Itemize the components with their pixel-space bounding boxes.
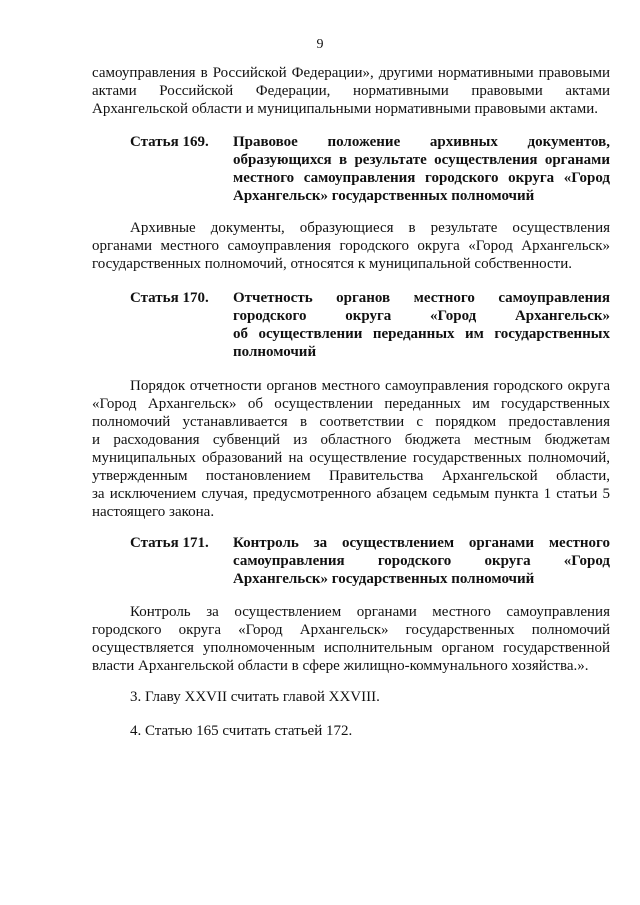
- text-line: самоуправления в Российской Федерации», другими нормативными правовыми: [92, 65, 610, 81]
- article-title: [233, 133, 610, 205]
- text-line: органами местного самоуправления городского округа «Город Архангельск»: [92, 238, 610, 254]
- title-line: самоуправления городского округа «Город: [233, 553, 610, 569]
- page-number: 9: [316, 37, 324, 52]
- text-line: и расходования субвенций из областного бюджета местным бюджетам: [92, 432, 610, 448]
- article-number: Статья 171.: [130, 535, 209, 551]
- article-number: Статья 169.: [130, 134, 209, 150]
- title-line: образующихся в результате осуществления органами: [233, 152, 610, 168]
- text-line: «Город Архангельск» об осуществлении переданных им государственных: [92, 396, 610, 412]
- intro-paragraph: [92, 64, 610, 118]
- text-line: за исключением случая, предусмотренного абзацем седьмым пункта 1 статьи 5: [92, 486, 610, 502]
- text-line: власти Архангельской области в сфере жилищно-коммунального хозяйства.».: [92, 658, 589, 674]
- text-line: настоящего закона.: [92, 504, 215, 520]
- text-line: Порядок отчетности органов местного самоуправления городского округа: [130, 378, 610, 394]
- title-line: городского округа «Город Архангельск»: [233, 308, 610, 324]
- title-line: об осуществлении переданных им государственных: [233, 326, 610, 342]
- paragraph-3: 3. Главу XXVII считать главой XXVIII.: [130, 689, 380, 705]
- article-number: Статья 170.: [130, 290, 209, 306]
- title-line: Архангельск» государственных полномочий: [233, 571, 535, 587]
- article-title: [233, 289, 610, 361]
- title-line: полномочий: [233, 344, 317, 360]
- text-line: Архангельской области и муниципальными нормативными правовыми актами.: [92, 101, 599, 117]
- text-line: городского округа «Город Архангельск» государственных полномочий: [92, 622, 610, 638]
- title-line: местного самоуправления городского округа «Город: [233, 170, 610, 186]
- article-169-body: [92, 219, 610, 273]
- text-line: государственных полномочий, относятся к муниципальной собственности.: [92, 256, 572, 272]
- article-171-body: [92, 603, 610, 675]
- text-line: осуществляется уполномоченным исполнительным органом государственной: [92, 640, 610, 656]
- text-line: муниципальных образований на осуществление государственных полномочий,: [92, 450, 610, 466]
- text-line: Контроль за осуществлением органами местного самоуправления: [130, 604, 610, 620]
- text-line: Архивные документы, образующиеся в результате осуществления: [130, 220, 610, 236]
- title-line: Архангельск» государственных полномочий: [233, 188, 535, 204]
- title-line: Контроль за осуществлением органами местного: [233, 535, 610, 551]
- text-line: утвержденным постановлением Правительства Архангельской области,: [92, 468, 610, 484]
- title-line: Правовое положение архивных документов,: [233, 134, 610, 150]
- text-line: полномочий устанавливается в соответствии с порядком предоставления: [92, 414, 610, 430]
- paragraph-4: 4. Статью 165 считать статьей 172.: [130, 723, 353, 739]
- title-line: Отчетность органов местного самоуправления: [233, 290, 610, 306]
- text-line: актами Российской Федерации, нормативными правовыми актами: [92, 83, 610, 99]
- article-title: [233, 534, 610, 588]
- article-170-body: [92, 377, 610, 521]
